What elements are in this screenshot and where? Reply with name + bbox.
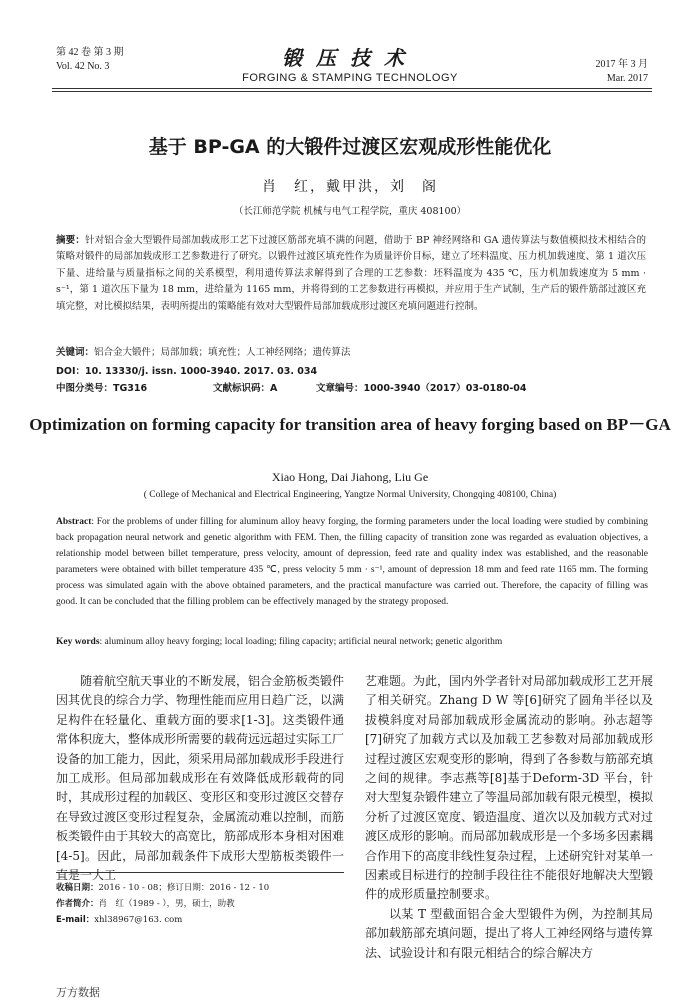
affiliation-zh: （长江师范学院 机械与电气工程学院，重庆 408100） <box>233 206 467 217</box>
date-en: Mar. 2017 <box>606 73 648 84</box>
volume-en: Vol. 42 No. 3 <box>56 61 110 72</box>
abstract-en-label: Abstract <box>56 517 92 527</box>
header-date <box>596 58 649 86</box>
abstract-en <box>56 514 648 610</box>
keywords-en-label: Key words <box>56 637 100 647</box>
classification-article-no: 文章编号：1000-3940（2017）03-0180-04 <box>316 383 527 394</box>
abstract-zh <box>56 233 646 315</box>
doi: DOI：10. 13330/j. issn. 1000-3940. 2017. 03. 034 <box>56 366 318 377</box>
body-paragraph: 艺难题。为此，国内外学者针对局部加载成形工艺开展了相关研究。Zhang D W 等[6]研究了圆角半径以及拔模斜度对局部加载成形金属流动的影响。孙志超等[7]研究了加载方式以及加载工艺参数对局部加载成形过程过渡区宏观变形的影响，得到了各参数与筋部充填之间的规律。李志燕等[8]基于Deform-3D 平台，针对大型复杂锻件建立了等温局部加载有限元模型，模拟分析了过渡区宽度、锻造温度、道次以及加载方式对过渡区成形的影响。而局部加载成形是一个多场多因素耦合作用下的高度非线性复杂过程，上述研究针对某单一因素或目标进行的控制手段往往不能很好地解决大型锻件的成形质量控制要求。 <box>365 674 654 902</box>
abstract-zh-label: 摘要： <box>56 235 85 246</box>
footnote-received: 收稿日期：2016 - 10 - 08；修订日期：2016 - 12 - 10 <box>56 883 270 893</box>
date-zh: 2017 年 3 月 <box>595 59 648 70</box>
classification-clc: 中图分类号：TG316 <box>56 383 148 394</box>
keywords-en <box>56 637 648 647</box>
journal-name-zh: 锻压技术 <box>282 46 418 70</box>
abstract-en-text: : For the problems of under filling for aluminum alloy heavy forging, the forming parameters under the local loading were studied by combining back propagation neural network and genetic algorithm with FEM. Then, the filling capacity of transition zone was regarded as evaluation objectives, a relationship model between billet temperature, press velocity, amount of depression, feed rate and quality index was established, and the reasonable parameters were obtained with billet temperature 435 ℃, press velocity 5 mm · s⁻¹, amount of depression 18 mm and feed rate 1165 mm. The forming process was simulated again with the above obtained parameters, and the practical manufacture was carried out. Therefore, the capacity of filling was good. It can be concluded that the filling problem can be effectively managed by the strategy proposed. <box>56 517 648 607</box>
watermark: 万方数据 <box>56 986 100 999</box>
volume-zh: 第 42 卷 第 3 期 <box>56 47 124 58</box>
abstract-zh-text: 针对铝合金大型锻件局部加载成形工艺下过渡区筋部充填不满的问题，借助于 BP 神经网络和 GA 遗传算法与数值模拟技术相结合的策略对锻件的局部加载成形工艺参数进行了研究。以锻件过渡区填充性作为质量评价目标，建立了坯料温度、压力机加载速度、第 1 道次压下量、进给量与质量指标之间的关系模型，利用遗传算法求解得到了合理的工艺参数：坯料温度为 435 ℃，压力机加载速度为 5 mm · s⁻¹，第 1 道次压下量为 18 mm，进给量为 1165 mm，并将得到的工艺参数进行再模拟，并应用于生产试制，生产后的锻件筋部过渡区充填完整，对比模拟结果，表明所提出的策略能有效对大型锻件局部加载成形过渡区充填问题进行控制。 <box>56 235 646 312</box>
header-rule <box>52 88 652 89</box>
paper-title-zh: 基于 BP-GA 的大锻件过渡区宏观成形性能优化 <box>148 136 552 158</box>
footnote-email: E-mail：xhl38967@163. com <box>56 915 183 925</box>
body-column-left <box>56 672 345 883</box>
keywords-en-text: : aluminum alloy heavy forging; local loading; filing capacity; artificial neural network; genetic algorithm <box>99 637 503 647</box>
keywords-zh-text: 铝合金大锻件；局部加载；填充性；人工神经网络；遗传算法 <box>94 347 351 358</box>
keywords-zh-label: 关键词： <box>56 347 95 358</box>
paper-title-en: Optimization on forming capacity for transition area of heavy forging based on BP－GA <box>29 415 671 434</box>
body-column-right <box>365 672 653 963</box>
footnote-rule <box>56 872 344 873</box>
affiliation-en: ( College of Mechanical and Electrical Engineering, Yangtze Normal University, Chongqing 408100, China) <box>143 490 557 500</box>
classification-doc-code: 文献标识码：A <box>213 383 278 394</box>
journal-name-en: FORGING & STAMPING TECHNOLOGY <box>242 72 458 84</box>
authors-zh: 肖 红，戴甲洪，刘 阁 <box>262 179 438 195</box>
header-rule-double <box>52 91 652 92</box>
body-paragraph: 随着航空航天事业的不断发展，铝合金筋板类锻件因其优良的综合力学、物理性能而应用日趋广泛，以满足构件在轻量化、重载方面的要求[1-3]。这类锻件通常体积庞大，整体成形所需要的载荷远远超过实际工厂设备的加工能力，因此，须采用局部加载成形手段进行加工成形。但局部加载成形在有效降低成形载荷的同时，其成形过程的加载区、变形区和变形过渡区交替存在导致过渡区变形过程复杂，金属流动难以控制，而筋板类锻件由于其较大的高宽比，筋部成形本身相对困难[4-5]。因此，局部加载条件下成形大型筋板类锻件一直是一大工 <box>56 674 345 883</box>
footnote-author: 作者简介：肖 红（1989 - ），男，硕士，助教 <box>56 899 235 909</box>
body-paragraph: 以某 T 型截面铝合金大型锻件为例，为控制其局部加载筋部充填问题，提出了将人工神经网络与遗传算法、试验设计和有限元相结合的综合解决方 <box>365 906 654 960</box>
authors-en: Xiao Hong, Dai Jiahong, Liu Ge <box>271 470 429 484</box>
footnote <box>56 880 269 928</box>
keywords-zh <box>56 345 646 361</box>
